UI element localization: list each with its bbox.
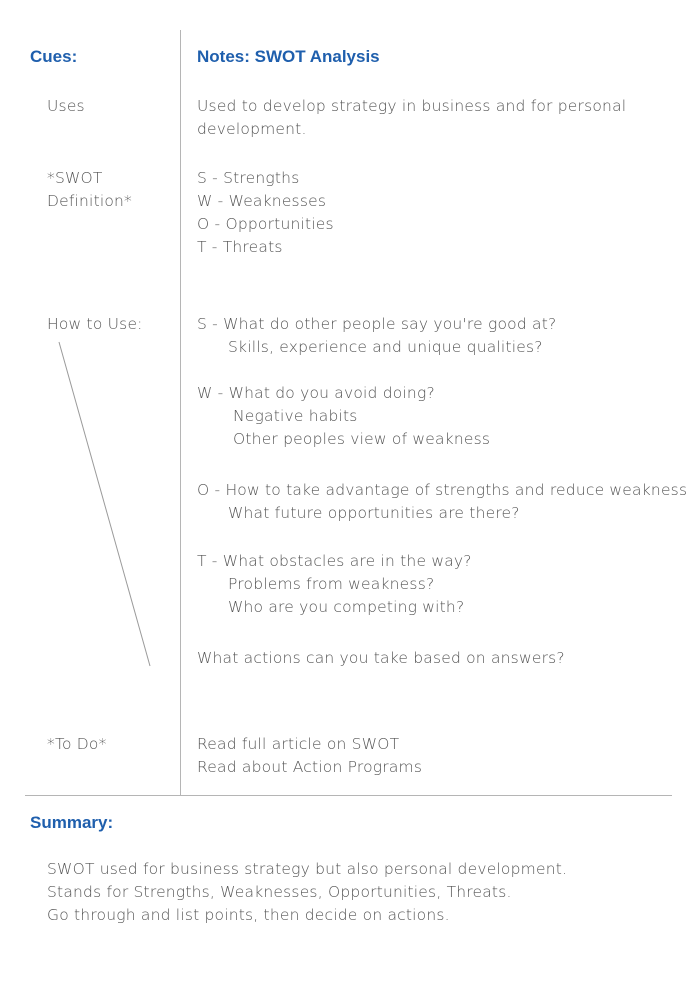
summary-heading: Summary:	[30, 813, 114, 832]
todo-item: Read full article on SWOT	[197, 735, 400, 753]
weaknesses-question: W - What do you avoid doing?	[197, 384, 435, 402]
notes-uses	[197, 95, 626, 141]
definition-threats: T - Threats	[197, 238, 283, 256]
definition-strengths: S - Strengths	[197, 169, 300, 187]
notes-uses-line: Used to develop strategy in business and for personal	[197, 97, 627, 115]
todo-item: Read about Action Programs	[197, 758, 423, 776]
cue-uses: Uses	[47, 97, 85, 115]
definition-opportunities: O - Opportunities	[197, 215, 334, 233]
cue-definition-line: Definition*	[47, 192, 133, 210]
how-to-use-opportunities	[197, 479, 687, 525]
summary-line: SWOT used for business strategy but also personal development.	[47, 860, 568, 878]
weaknesses-subpoint: Negative habits	[233, 407, 358, 425]
notes-swot-definition	[197, 167, 334, 259]
summary-line: Go through and list points, then decide on actions.	[47, 906, 450, 924]
opportunities-question: O - How to take advantage of strengths and reduce weakness	[197, 481, 688, 499]
cue-swot-definition	[47, 167, 132, 213]
how-to-use-threats	[197, 550, 472, 619]
how-to-use-final-question: What actions can you take based on answers?	[197, 649, 565, 667]
cue-to-do: *To Do*	[47, 735, 107, 753]
opportunities-subpoint: What future opportunities are there?	[228, 504, 520, 522]
how-to-use-strengths	[197, 313, 556, 359]
how-to-use-weaknesses	[197, 382, 490, 451]
cue-swot-line: *SWOT	[47, 169, 103, 187]
strengths-subpoint: Skills, experience and unique qualities?	[228, 338, 543, 356]
summary-text	[47, 858, 567, 927]
cue-how-to-use: How to Use:	[47, 315, 143, 333]
notes-to-do	[197, 733, 422, 779]
definition-weaknesses: W - Weaknesses	[197, 192, 327, 210]
cues-heading: Cues:	[30, 47, 78, 66]
weaknesses-subpoint: Other peoples view of weakness	[233, 430, 491, 448]
summary-line: Stands for Strengths, Weaknesses, Opportunities, Threats.	[47, 883, 512, 901]
notes-heading: Notes: SWOT Analysis	[197, 47, 380, 66]
notes-uses-line: development.	[197, 120, 307, 138]
strengths-question: S - What do other people say you're good at?	[197, 315, 557, 333]
threats-subpoint: Who are you competing with?	[228, 598, 465, 616]
threats-subpoint: Problems from weakness?	[228, 575, 435, 593]
threats-question: T - What obstacles are in the way?	[197, 552, 472, 570]
